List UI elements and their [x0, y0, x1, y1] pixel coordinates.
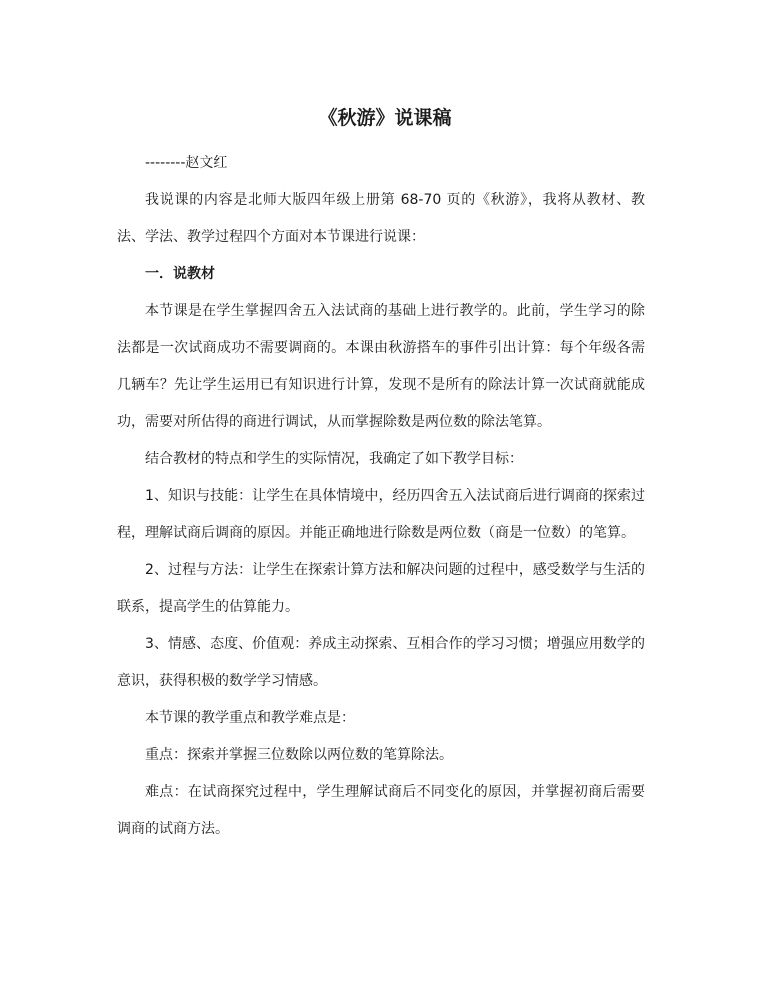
difficulty-paragraph: 难点：在试商探究过程中，学生理解试商后不同变化的原因，并掌握初商后需要调商的试商方法。: [117, 784, 645, 837]
material-paragraph: 本节课是在学生掌握四舍五入法试商的基础上进行教学的。此前，学生学习的除法都是一次试商成功不需要调商的。本课由秋游搭车的事件引出计算：每个年级各需几辆车？先让学生运用已有知识进行计算，发现不是所有的除法计算一次试商就能成功，需要对所估得的商进行调试，从而掌握除数是两位数的除法笔算。: [117, 303, 645, 430]
section-heading-teaching-material: 一．说教材: [145, 266, 215, 282]
author-line: --------赵文红: [145, 155, 228, 171]
key-difficulty-intro: 本节课的教学重点和教学难点是：: [145, 710, 355, 726]
document-body: [117, 145, 645, 848]
key-point-paragraph: 重点：探索并掌握三位数除以两位数的笔算除法。: [145, 747, 453, 763]
intro-paragraph: 我说课的内容是北师大版四年级上册第 68-70 页的《秋游》，我将从教材、教法、学法、教学过程四个方面对本节课进行说课：: [117, 192, 645, 245]
document-title: 《秋游》说课稿: [318, 107, 452, 129]
goal-emotion-values: 3、情感、态度、价值观：养成主动探索、互相合作的学习习惯；增强应用数学的意识，获得积极的数学学习情感。: [117, 636, 645, 689]
goal-process-methods: 2、过程与方法：让学生在探索计算方法和解决问题的过程中，感受数学与生活的联系，提高学生的估算能力。: [117, 562, 645, 615]
goal-knowledge-skills: 1、知识与技能：让学生在具体情境中，经历四舍五入法试商后进行调商的探索过程，理解试商后调商的原因。并能正确地进行除数是两位数（商是一位数）的笔算。: [117, 488, 645, 541]
goals-intro-paragraph: 结合教材的特点和学生的实际情况，我确定了如下教学目标：: [145, 451, 523, 467]
